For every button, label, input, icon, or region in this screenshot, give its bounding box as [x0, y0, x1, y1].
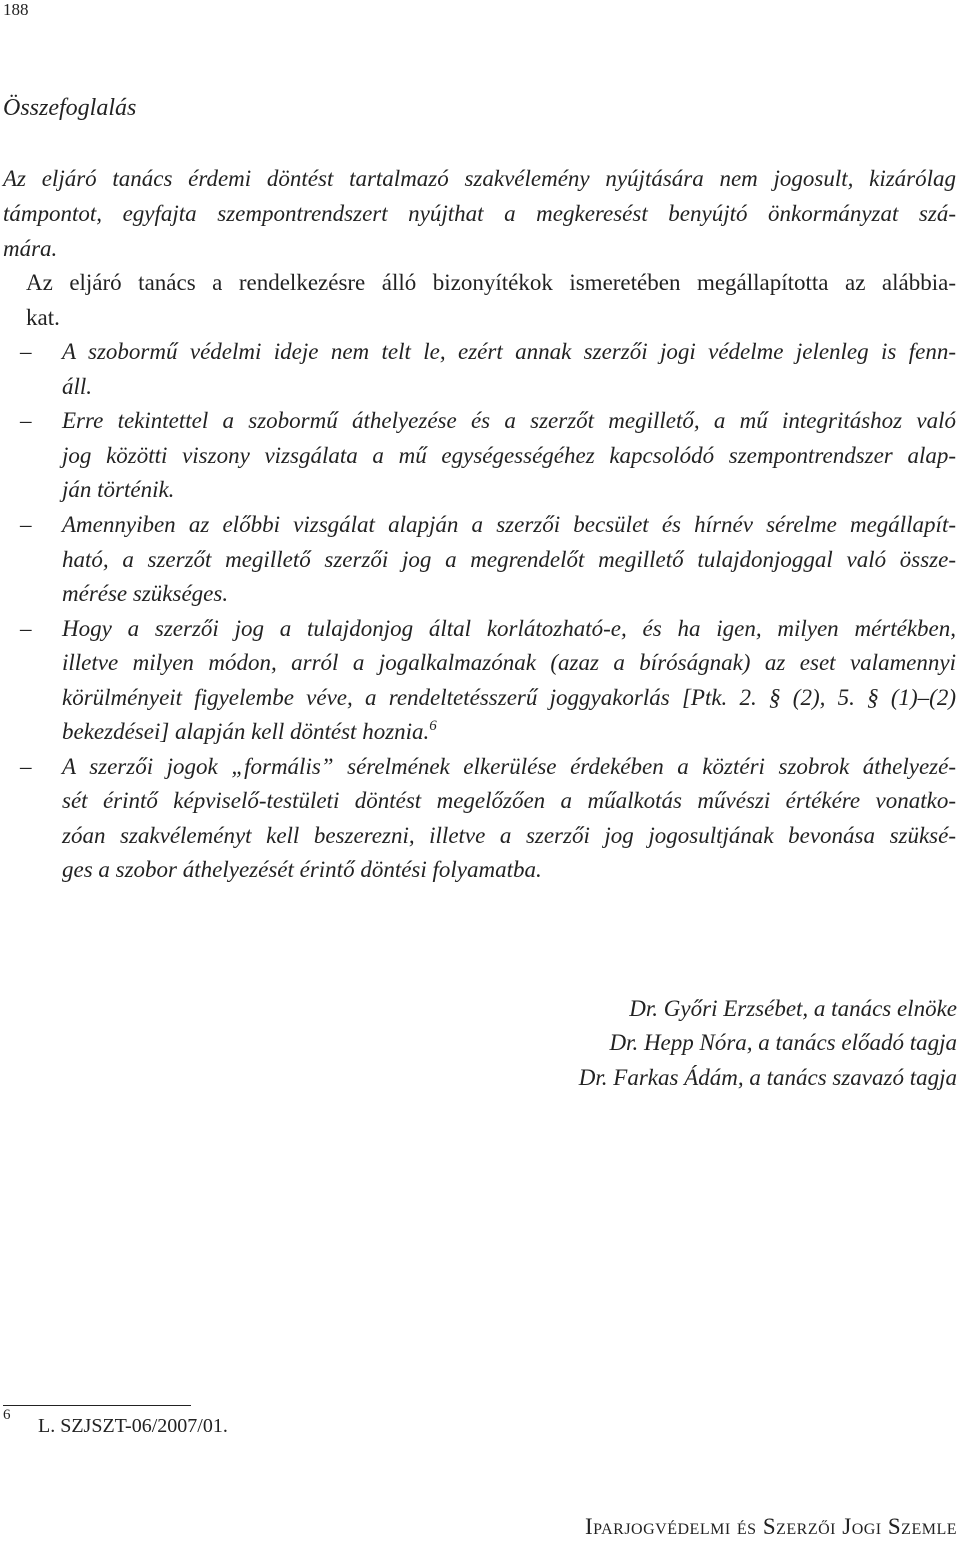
text-line: kat. [26, 305, 60, 330]
signature-line: Dr. Hepp Nóra, a tanács előadó tagja [609, 1030, 957, 1055]
text-line: mára. [3, 236, 58, 261]
text-line: zóan szakvéleményt kell beszerezni, illetve a szerzői jog jogosultjának bevonása szüksé- [62, 823, 956, 848]
section-heading: Összefoglalás [3, 95, 137, 121]
journal-footer: Iparjogvédelmi és Szerzői Jogi Szemle [585, 1514, 957, 1539]
footnote-divider [3, 1405, 191, 1406]
signature-line: Dr. Győri Erzsébet, a tanács elnöke [629, 996, 957, 1021]
text-line: A szobormű védelmi ideje nem telt le, ezért annak szerzői jogi védelme jelenleg is fenn- [62, 339, 956, 364]
text-line: Hogy a szerzői jog a tulajdonjog által korlátozható-e, és ha igen, milyen mértékben, [62, 616, 956, 641]
footnote-number: 6 [3, 1407, 11, 1423]
footnote-reference[interactable]: 6 [429, 718, 437, 734]
text-line: körülményeit figyelembe véve, a rendeltetésszerű joggyakorlás [Ptk. 2. § (2), 5. § (1)–(2) [62, 685, 956, 710]
dash-bullet: – [20, 408, 32, 433]
page-number: 188 [3, 0, 29, 19]
text-line: ges a szobor áthelyezését érintő döntési folyamatba. [62, 857, 542, 882]
text-line: sét érintő képviselő-testületi döntést megelőzően a műalkotás művészi értékére vonatko- [62, 788, 956, 813]
text-line: ján történik. [62, 477, 175, 502]
text-line: Amennyiben az előbbi vizsgálat alapján a szerzői becsület és hírnév sérelme megállapít- [62, 512, 956, 537]
text-line: illetve milyen módon, arról a jogalkalmazónak (azaz a bíróságnak) az eset valamennyi [62, 650, 956, 675]
footnote-text: L. SZJSZT-06/2007/01. [38, 1415, 228, 1437]
signature-line: Dr. Farkas Ádám, a tanács szavazó tagja [578, 1065, 957, 1090]
text-line: Az eljáró tanács a rendelkezésre álló bizonyítékok ismeretében megállapította az alábbia- [26, 270, 956, 295]
text-line [62, 717, 437, 747]
text-line: jog közötti viszony vizsgálata a mű egységességéhez kapcsolódó szempontrendszer alap- [62, 443, 956, 468]
dash-bullet: – [20, 616, 32, 641]
text-line: mérése szükséges. [62, 581, 229, 606]
text-line: támpontot, egyfajta szempontrendszert nyújthat a megkeresést benyújtó önkormányzat szá- [3, 201, 956, 226]
dash-bullet: – [20, 339, 32, 364]
text-line: ható, a szerzőt megillető szerzői jog a megrendelőt megillető tulajdonjoggal való össze- [62, 547, 956, 572]
text-line: áll. [62, 374, 93, 399]
text-line: Erre tekintettel a szobormű áthelyezése és a szerzőt megillető, a mű integritáshoz való [62, 408, 956, 433]
dash-bullet: – [20, 512, 32, 537]
text-line: A szerzői jogok „formális” sérelmének elkerülése érdekében a köztéri szobrok áthelyezé- [62, 754, 956, 779]
dash-bullet: – [20, 754, 32, 779]
text-line: Az eljáró tanács érdemi döntést tartalmazó szakvélemény nyújtására nem jogosult, kizárólag [3, 166, 956, 191]
text-span: bekezdései] alapján kell döntést hoznia. [62, 719, 430, 744]
